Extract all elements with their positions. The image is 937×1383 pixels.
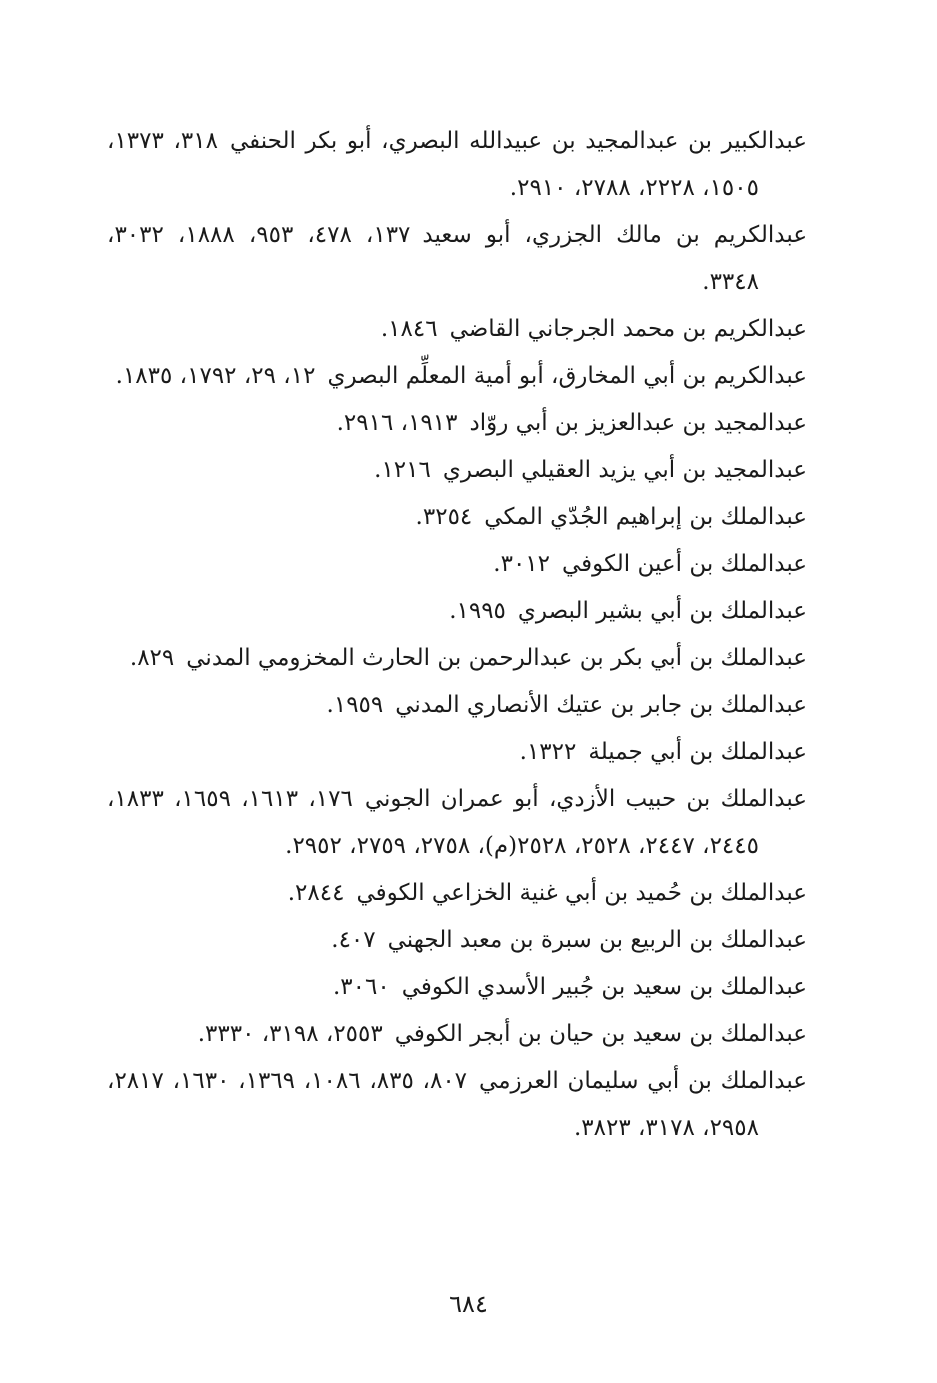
entry-name: عبدالملك بن حُميد بن أبي غنية الخزاعي الكوفي — [356, 880, 807, 906]
entry-name: عبدالمجيد بن أبي يزيد العقيلي البصري — [442, 457, 807, 483]
index-entry — [107, 118, 807, 212]
index-entry — [107, 870, 807, 917]
entry-name: عبدالملك بن حبيب الأزدي، أبو عمران الجوني — [364, 786, 808, 812]
index-entry — [107, 1058, 807, 1152]
index-entry — [107, 494, 807, 541]
entry-name: عبدالملك بن أبي بكر بن عبدالرحمن بن الحارث المخزومي المدني — [186, 645, 807, 671]
entry-name: عبدالملك بن سعيد بن حيان بن أبجر الكوفي — [394, 1021, 807, 1047]
entry-name: عبدالملك بن أعين الكوفي — [562, 551, 807, 577]
entry-refs: ٢٥٥٣، ٣١٩٨، ٣٣٣٠. — [197, 1021, 383, 1047]
entry-name: عبدالملك بن إبراهيم الجُدّي المكي — [484, 504, 807, 530]
index-entry — [107, 353, 807, 400]
entry-refs: ١٩٥٩. — [326, 692, 384, 718]
entry-refs: ١٢١٦. — [374, 457, 431, 483]
entry-name: عبدالملك بن أبي سليمان العرزمي — [479, 1068, 808, 1094]
index-entry — [107, 447, 807, 494]
entry-refs: ١٩١٣، ٢٩١٦. — [336, 410, 458, 436]
page-number: ٦٨٤ — [449, 1290, 488, 1318]
entry-refs: ١٩٩٥. — [449, 598, 506, 624]
entry-name: عبدالكريم بن أبي المخارق، أبو أمية المعلِّم البصري — [327, 363, 807, 389]
entry-refs: ٤٠٧. — [331, 927, 376, 953]
entry-refs: ١٣٢٢. — [519, 739, 577, 765]
entry-refs: ١٨٤٦. — [380, 316, 438, 342]
index-entry — [107, 729, 807, 776]
name-index-list — [107, 118, 807, 1152]
entry-name: عبدالكريم بن مالك الجزري، أبو سعيد — [422, 222, 808, 248]
index-entry — [107, 400, 807, 447]
entry-name: عبدالملك بن جابر بن عتيك الأنصاري المدني — [395, 692, 807, 718]
entry-name: عبدالملك بن أبي بشير البصري — [517, 598, 807, 624]
entry-name: عبدالكبير بن عبدالمجيد بن عبيدالله البصري، أبو بكر الحنفي — [229, 128, 808, 154]
index-entry — [107, 588, 807, 635]
index-entry — [107, 776, 807, 870]
entry-name: عبدالملك بن الربيع بن سبرة بن معبد الجهني — [387, 927, 807, 953]
entry-refs: ٣٢٥٤. — [415, 504, 473, 530]
index-entry — [107, 541, 807, 588]
entry-refs: ١٢، ٢٩، ١٧٩٢، ١٨٣٥. — [115, 363, 316, 389]
entry-name: عبدالملك بن أبي جميلة — [588, 739, 807, 765]
entry-refs: ٣٠١٢. — [493, 551, 551, 577]
index-entry — [107, 682, 807, 729]
entry-name: عبدالكريم بن محمد الجرجاني القاضي — [449, 316, 807, 342]
entry-refs: ١٣٧، ٤٧٨، ٩٥٣، ١٨٨٨، ٣٠٣٢، ٣٣٤٨. — [107, 222, 759, 295]
entry-refs: ٨٠٧، ٨٣٥، ١٠٨٦، ١٣٦٩، ١٦٣٠، ٢٨١٧، ٢٩٥٨، ٣١٧٨، ٣٨٢٣. — [107, 1068, 759, 1141]
index-entry — [107, 212, 807, 306]
entry-name: عبدالمجيد بن عبدالعزيز بن أبي روّاد — [469, 410, 807, 436]
index-entry — [107, 964, 807, 1011]
index-entry — [107, 1011, 807, 1058]
index-entry — [107, 635, 807, 682]
entry-name: عبدالملك بن سعيد بن جُبير الأسدي الكوفي — [401, 974, 807, 1000]
entry-refs: ١٧٦، ١٦١٣، ١٦٥٩، ١٨٣٣، ٢٤٤٥، ٢٤٤٧، ٢٥٢٨، ٢٥٢٨(م)، ٢٧٥٨، ٢٧٥٩، ٢٩٥٢. — [107, 786, 759, 859]
index-entry — [107, 917, 807, 964]
entry-refs: ٣١٨، ١٣٧٣، ١٥٠٥، ٢٢٢٨، ٢٧٨٨، ٢٩١٠. — [107, 128, 759, 201]
entry-refs: ٣٠٦٠. — [332, 974, 390, 1000]
entry-refs: ٢٨٤٤. — [287, 880, 345, 906]
index-entry — [107, 306, 807, 353]
entry-refs: ٨٢٩. — [129, 645, 175, 671]
